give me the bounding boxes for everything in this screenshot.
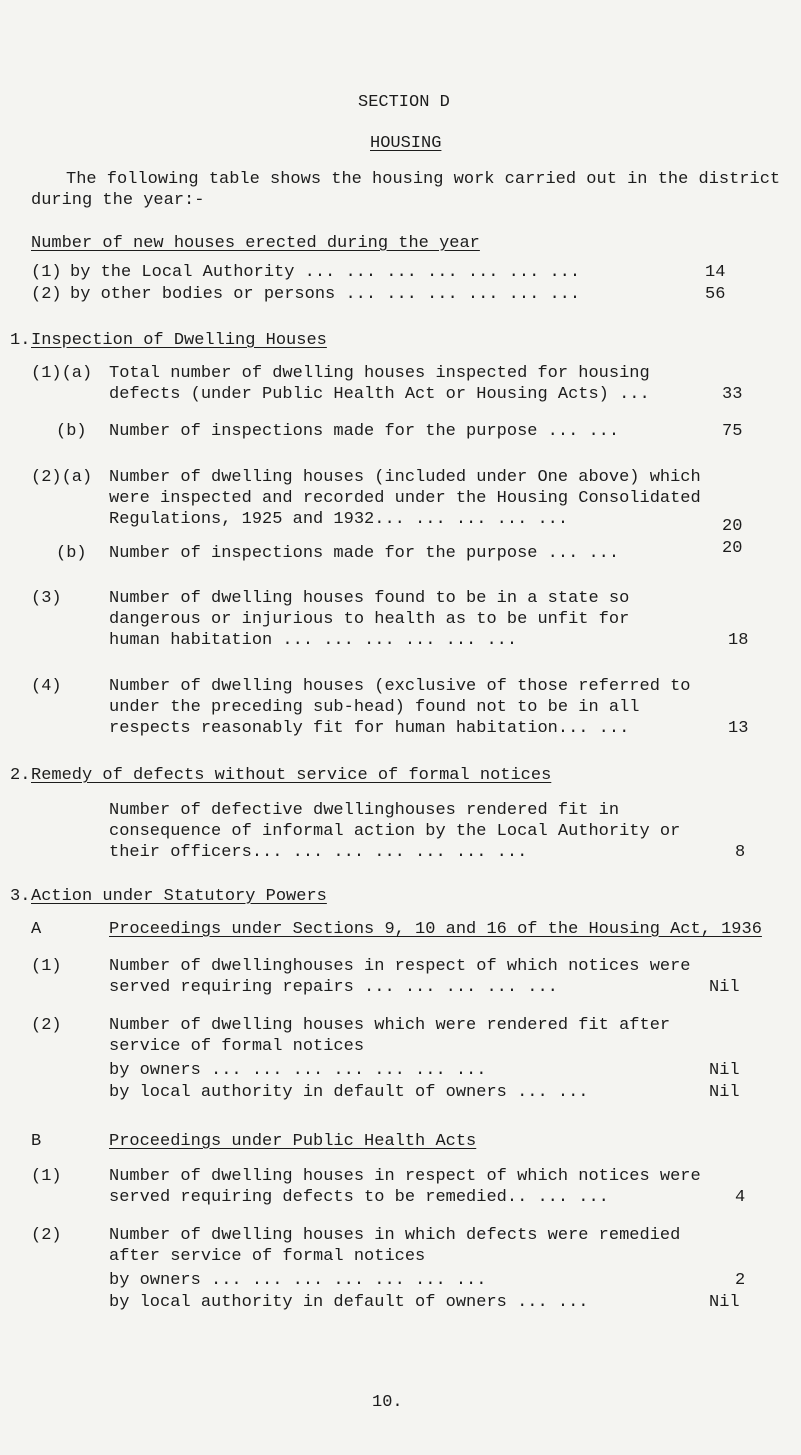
inspection-3-line-2: dangerous or injurious to health as to be unfit for — [109, 610, 630, 629]
inspection-1b-label: (b) — [56, 422, 87, 441]
inspection-4-line-1: Number of dwelling houses (exclusive of those referred to — [109, 677, 691, 696]
inspection-1a-line-2: defects (under Public Health Act or Housing Acts) ... — [109, 385, 650, 404]
inspection-4-line-3: respects reasonably fit for human habitation... ... — [109, 719, 630, 738]
inspection-2a-value: 20 — [722, 517, 743, 536]
inspection-2a-label: (2)(a) — [31, 468, 93, 487]
new-houses-value-1: 14 — [705, 263, 726, 282]
inspection-3-line-1: Number of dwelling houses found to be in a state so — [109, 589, 630, 608]
action-b2-sub-2: by local authority in default of owners ... ... — [109, 1293, 589, 1312]
inspection-2b-line-1: Number of inspections made for the purpose ... ... — [109, 544, 620, 563]
section-3-number: 3. — [10, 887, 31, 906]
action-b-title: Proceedings under Public Health Acts — [109, 1132, 477, 1151]
intro-line-2: during the year:- — [31, 191, 205, 210]
action-a-title: Proceedings under Sections 9, 10 and 16 of the Housing Act, 1936 — [109, 920, 762, 939]
inspection-3-line-3: human habitation ... ... ... ... ... ... — [109, 631, 518, 650]
remedy-line-1: Number of defective dwellinghouses rendered fit in — [109, 801, 620, 820]
inspection-4-value: 13 — [728, 719, 749, 738]
new-houses-value-2: 56 — [705, 285, 726, 304]
new-houses-text-1: by the Local Authority ... ... ... ... ... ... ... — [70, 263, 581, 282]
remedy-line-3: their officers... ... ... ... ... ... ... — [109, 843, 528, 862]
new-houses-text-2: by other bodies or persons ... ... ... ... ... ... — [70, 285, 581, 304]
action-a2-sub-2: by local authority in default of owners ... ... — [109, 1083, 589, 1102]
inspection-2b-value: 20 — [722, 539, 743, 558]
action-a2-sub-1-value: Nil — [709, 1061, 740, 1080]
action-b-letter: B — [31, 1132, 42, 1151]
new-houses-label-2: (2) — [31, 285, 62, 304]
action-b2-line-2: after service of formal notices — [109, 1247, 426, 1266]
action-b2-label: (2) — [31, 1226, 62, 1245]
inspection-4-label: (4) — [31, 677, 62, 696]
action-b1-line-1: Number of dwelling houses in respect of which notices were — [109, 1167, 701, 1186]
action-b2-sub-2-value: Nil — [709, 1293, 740, 1312]
inspection-1a-line-1: Total number of dwelling houses inspected for housing — [109, 364, 650, 383]
inspection-2a-line-2: were inspected and recorded under the Housing Consolidated — [109, 489, 701, 508]
inspection-1a-label: (1)(a) — [31, 364, 93, 383]
action-b2-sub-1-value: 2 — [735, 1271, 746, 1290]
inspection-1a-value: 33 — [722, 385, 743, 404]
new-houses-title: Number of new houses erected during the year — [31, 234, 480, 253]
inspection-1b-value: 75 — [722, 422, 743, 441]
action-a-letter: A — [31, 920, 42, 939]
page-number: 10. — [372, 1393, 403, 1412]
action-a2-label: (2) — [31, 1016, 62, 1035]
action-a1-line-2: served requiring repairs ... ... ... ... ... — [109, 978, 558, 997]
inspection-1b-line-1: Number of inspections made for the purpose ... ... — [109, 422, 620, 441]
remedy-line-2: consequence of informal action by the Local Authority or — [109, 822, 681, 841]
remedy-value: 8 — [735, 843, 746, 862]
action-a1-line-1: Number of dwellinghouses in respect of which notices were — [109, 957, 691, 976]
section-2-number: 2. — [10, 766, 31, 785]
action-b1-line-2: served requiring defects to be remedied.. ... ... — [109, 1188, 609, 1207]
inspection-2a-line-1: Number of dwelling houses (included under One above) which — [109, 468, 701, 487]
action-a2-sub-2-value: Nil — [709, 1083, 740, 1102]
page-heading: HOUSING — [370, 134, 442, 153]
inspection-4-line-2: under the preceding sub-head) found not to be in all — [109, 698, 640, 717]
action-a1-value: Nil — [709, 978, 740, 997]
action-b2-line-1: Number of dwelling houses in which defects were remedied — [109, 1226, 681, 1245]
action-a2-sub-1: by owners ... ... ... ... ... ... ... — [109, 1061, 487, 1080]
inspection-2a-line-3: Regulations, 1925 and 1932... ... ... ... ... — [109, 510, 569, 529]
inspection-2b-label: (b) — [56, 544, 87, 563]
inspection-3-value: 18 — [728, 631, 749, 650]
new-houses-label-1: (1) — [31, 263, 62, 282]
section-3-title: Action under Statutory Powers — [31, 887, 327, 906]
action-a2-line-2: service of formal notices — [109, 1037, 365, 1056]
section-1-number: 1. — [10, 331, 31, 350]
inspection-3-label: (3) — [31, 589, 62, 608]
intro-line-1: The following table shows the housing work carried out in the district — [66, 170, 781, 189]
action-b2-sub-1: by owners ... ... ... ... ... ... ... — [109, 1271, 487, 1290]
action-b1-label: (1) — [31, 1167, 62, 1186]
section-1-title: Inspection of Dwelling Houses — [31, 331, 327, 350]
section-2-title: Remedy of defects without service of formal notices — [31, 766, 552, 785]
action-a2-line-1: Number of dwelling houses which were rendered fit after — [109, 1016, 671, 1035]
action-b1-value: 4 — [735, 1188, 746, 1207]
action-a1-label: (1) — [31, 957, 62, 976]
section-title: SECTION D — [358, 93, 450, 112]
